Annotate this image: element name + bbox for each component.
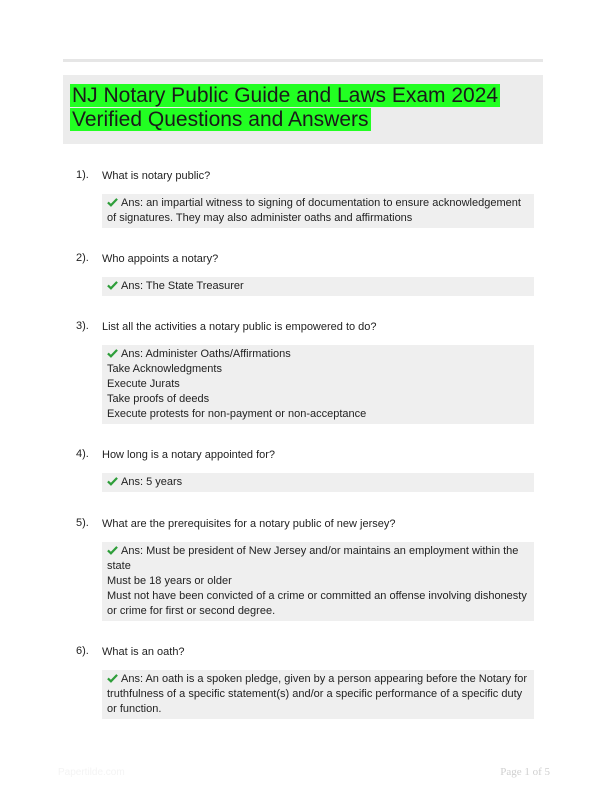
answer-line: Ans: an impartial witness to signing of documentation to ensure acknowledgement of signatures. They may also administer oaths and affirmations xyxy=(107,197,521,224)
footer-watermark: Papertilde.com xyxy=(58,767,125,778)
answer-box xyxy=(102,473,534,492)
question-text: Who appoints a notary? xyxy=(102,253,219,265)
answer-line: Execute protests for non-payment or non-acceptance xyxy=(107,408,367,420)
checkmark-icon xyxy=(107,545,118,555)
answer-box xyxy=(102,542,534,621)
answer-line: Take proofs of deeds xyxy=(107,393,210,405)
question-number: 3). xyxy=(76,320,89,332)
question-text: What is an oath? xyxy=(102,646,185,658)
checkmark-icon xyxy=(107,348,118,358)
answer-line: Ans: Must be president of New Jersey and/or maintains an employment within the state xyxy=(107,545,519,572)
answer-line: Ans: 5 years xyxy=(107,475,530,490)
answer-line: Execute Jurats xyxy=(107,378,180,390)
question-text: How long is a notary appointed for? xyxy=(102,449,276,461)
answer-box xyxy=(102,277,534,296)
checkmark-icon xyxy=(107,673,118,683)
question-number: 5). xyxy=(76,517,89,529)
page-title: NJ Notary Public Guide and Laws Exam 2024 Verified Questions and Answers xyxy=(72,84,499,131)
question-number: 6). xyxy=(76,645,89,657)
header-divider xyxy=(63,59,543,62)
answer-box xyxy=(102,194,534,228)
question-number: 2). xyxy=(76,252,89,264)
page-number: Page 1 of 5 xyxy=(500,766,550,778)
question-text: What are the prerequisites for a notary public of new jersey? xyxy=(102,518,396,530)
checkmark-icon xyxy=(107,197,118,207)
answer-line: Must not have been convicted of a crime or committed an offense involving dishonesty or crime for first or second degree. xyxy=(107,590,527,617)
question-number: 4). xyxy=(76,448,89,460)
answer-box xyxy=(102,670,534,719)
answer-line: Ans: The State Treasurer xyxy=(107,279,530,294)
checkmark-icon xyxy=(107,476,118,486)
question-number: 1). xyxy=(76,169,89,181)
question-text: List all the activities a notary public is empowered to do? xyxy=(102,321,377,333)
checkmark-icon xyxy=(107,280,118,290)
answer-line: Ans: Administer Oaths/Affirmations xyxy=(107,347,530,362)
answer-line: Ans: An oath is a spoken pledge, given by a person appearing before the Notary for truthfulness of a specific statement(s) and/or a specific performance of a specific duty or function. xyxy=(107,673,528,715)
answer-line: Take Acknowledgments xyxy=(107,363,222,375)
answer-box xyxy=(102,345,534,424)
answer-line: Must be 18 years or older xyxy=(107,575,232,587)
question-text: What is notary public? xyxy=(102,170,211,182)
